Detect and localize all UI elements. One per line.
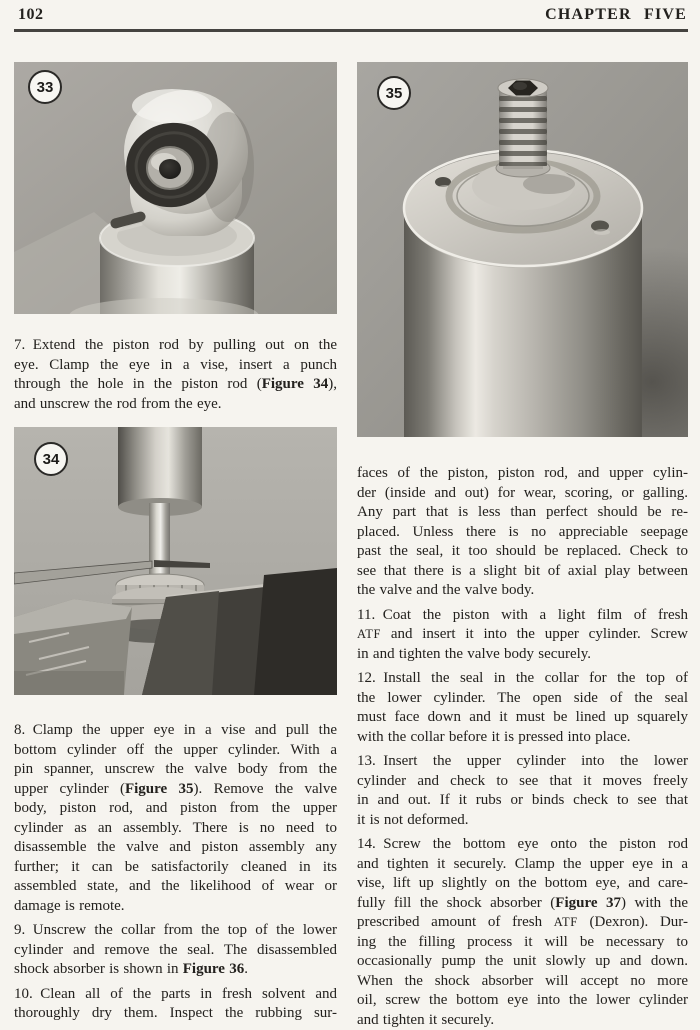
page-number: 102	[18, 6, 44, 23]
figure-35-badge	[377, 76, 411, 110]
figure-35-photo	[357, 62, 688, 437]
figure-33-badge	[28, 70, 62, 104]
step-12-paragraph: 12. Install the seal in the collar for the top of the lower cylinder. The open side of the seal must face down and it must be lined up squarely with the collar before it is pressed into place.	[357, 670, 688, 745]
step-13-paragraph: 13. Insert the upper cylinder into the lower cylinder and check to see that it moves freely in and out. If it rubs or binds check to see that it is not deformed.	[357, 753, 688, 828]
figure-35	[357, 62, 688, 437]
figure-34	[14, 427, 337, 695]
right-column-text	[357, 464, 688, 1030]
step-10-continuation-paragraph: faces of the piston, piston rod, and upper cylin- der (inside and out) for wear, scoring, or galling. Any part that is less than perfect should be re- placed. Unless there is no appreciable seepage past the seal, it too should be replaced. Check to see that there is a slight bit of axial play between the valve and the valve body.	[357, 465, 688, 598]
step-10-paragraph: 10. Clean all of the parts in fresh solvent and thoroughly dry them. Inspect the rubbing sur-	[14, 985, 337, 1021]
step-8-paragraph: 8. Clamp the upper eye in a vise and pull the bottom cylinder off the upper cylinder. With a pin spanner, unscrew the valve body from the upper cylinder (Figure 35). Remove the valve body, piston rod, and piston from the upper cylinder as an assembly. There is no need to disassemble the valve and piston assembly any further; it can be satisfactorily cleaned in its assembled state, and the likelihood of wear or damage is remote.	[14, 722, 338, 914]
step-14-paragraph: 14. Screw the bottom eye onto the piston rod and tighten it securely. Clamp the upper eye in a vise, lift up slightly on the bottom eye, and care- fully fill the shock absorber (Figure 37) with the prescribed amount of fresh ATF (Dexron). Dur- ing the filling process it will be necessary to occasionally pump the unit slowly up and down. When the shock absorber will accept no more oil, screw the bottom eye into the lower cylinder and tighten it securely.	[357, 836, 688, 1028]
left-column-text	[14, 721, 337, 1024]
step-9-paragraph: 9. Unscrew the collar from the top of the lower cylinder and remove the seal. The disassembled shock absorber is shown in Figure 36.	[14, 922, 337, 977]
figure-33-photo	[14, 62, 337, 314]
figure-33-label: 33	[36, 78, 54, 96]
figure-34-label: 34	[42, 450, 60, 468]
step-11-paragraph: 11. Coat the piston with a light film of fresh ATF and insert it into the upper cylinder. Screw in and tighten the valve body securely.	[357, 606, 688, 662]
threaded-stud	[498, 79, 548, 166]
figure-33	[14, 62, 337, 314]
piston-rod	[149, 503, 170, 581]
figure-35-label: 35	[385, 84, 403, 102]
header-rule	[14, 29, 688, 32]
step-7-paragraph: 7. Extend the piston rod by pulling out on the eye. Clamp the eye in a vise, insert a punch through the hole in the piston rod (Figure 34), and unscrew the rod from the eye.	[14, 337, 338, 412]
chapter-title: CHAPTER FIVE	[545, 6, 687, 23]
figure-34-badge	[34, 442, 68, 476]
upper-cylinder	[118, 427, 202, 507]
eye-hole	[159, 159, 181, 179]
